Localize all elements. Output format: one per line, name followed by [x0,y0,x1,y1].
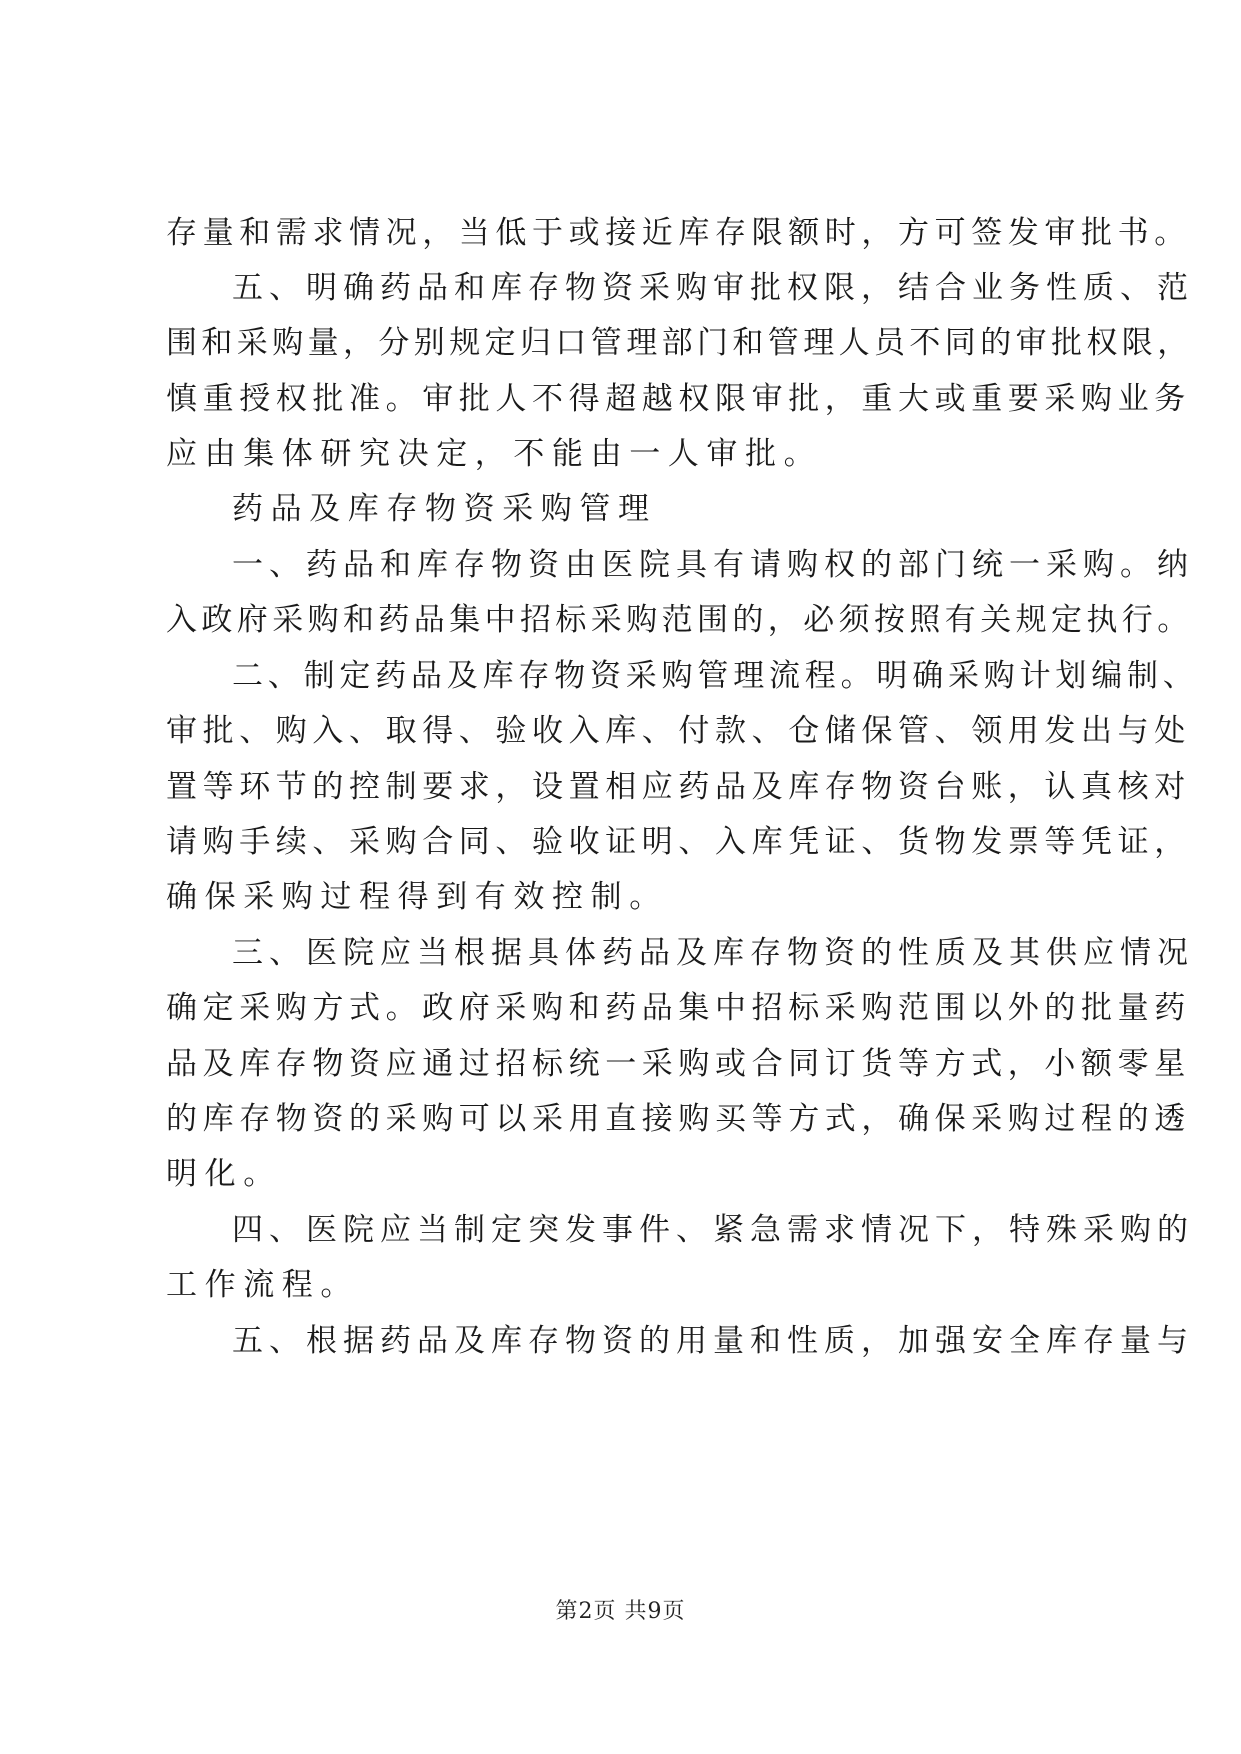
body-text-line: 请购手续、采购合同、验收证明、入库凭证、货物发票等凭证， [166,824,1191,860]
body-text-line: 品及库存物资应通过招标统一采购或合同订货等方式，小额零星 [166,1046,1191,1082]
body-text-line: 三、医院应当根据具体药品及库存物资的性质及其供应情况 [232,935,1194,971]
page-footer: 第2页 共9页 [555,1599,686,1624]
body-text-line: 置等环节的控制要求，设置相应药品及库存物资台账，认真核对 [166,769,1191,805]
body-text-line: 一、药品和库存物资由医院具有请购权的部门统一采购。纳 [232,547,1194,583]
body-text-line: 确定采购方式。政府采购和药品集中招标采购范围以外的批量药 [166,990,1191,1026]
body-text-line: 明化。 [166,1156,282,1192]
body-text-line: 的库存物资的采购可以采用直接购买等方式，确保采购过程的透 [166,1101,1191,1137]
body-text-line: 存量和需求情况，当低于或接近库存限额时，方可签发审批书。 [166,215,1191,251]
body-text-line: 五、根据药品及库存物资的用量和性质，加强安全库存量与 [232,1323,1194,1359]
body-text-line: 五、明确药品和库存物资采购审批权限，结合业务性质、范 [232,270,1194,306]
body-text-line: 二、制定药品及库存物资采购管理流程。明确采购计划编制、 [232,658,1199,694]
body-text-line: 入政府采购和药品集中招标采购范围的，必须按照有关规定执行。 [166,602,1193,638]
body-text-line: 确保采购过程得到有效控制。 [166,879,668,915]
body-text-line: 四、医院应当制定突发事件、紧急需求情况下，特殊采购的 [232,1212,1194,1248]
body-text-line: 慎重授权批准。审批人不得超越权限审批，重大或重要采购业务 [166,381,1191,417]
body-text-line: 应由集体研究决定，不能由一人审批。 [166,436,823,472]
section-heading: 药品及库存物资采购管理 [232,491,657,527]
body-text-line: 审批、购入、取得、验收入库、付款、仓储保管、领用发出与处 [166,713,1191,749]
body-text-line: 围和采购量，分别规定归口管理部门和管理人员不同的审批权限， [166,325,1193,361]
body-text-line: 工作流程。 [166,1267,359,1303]
